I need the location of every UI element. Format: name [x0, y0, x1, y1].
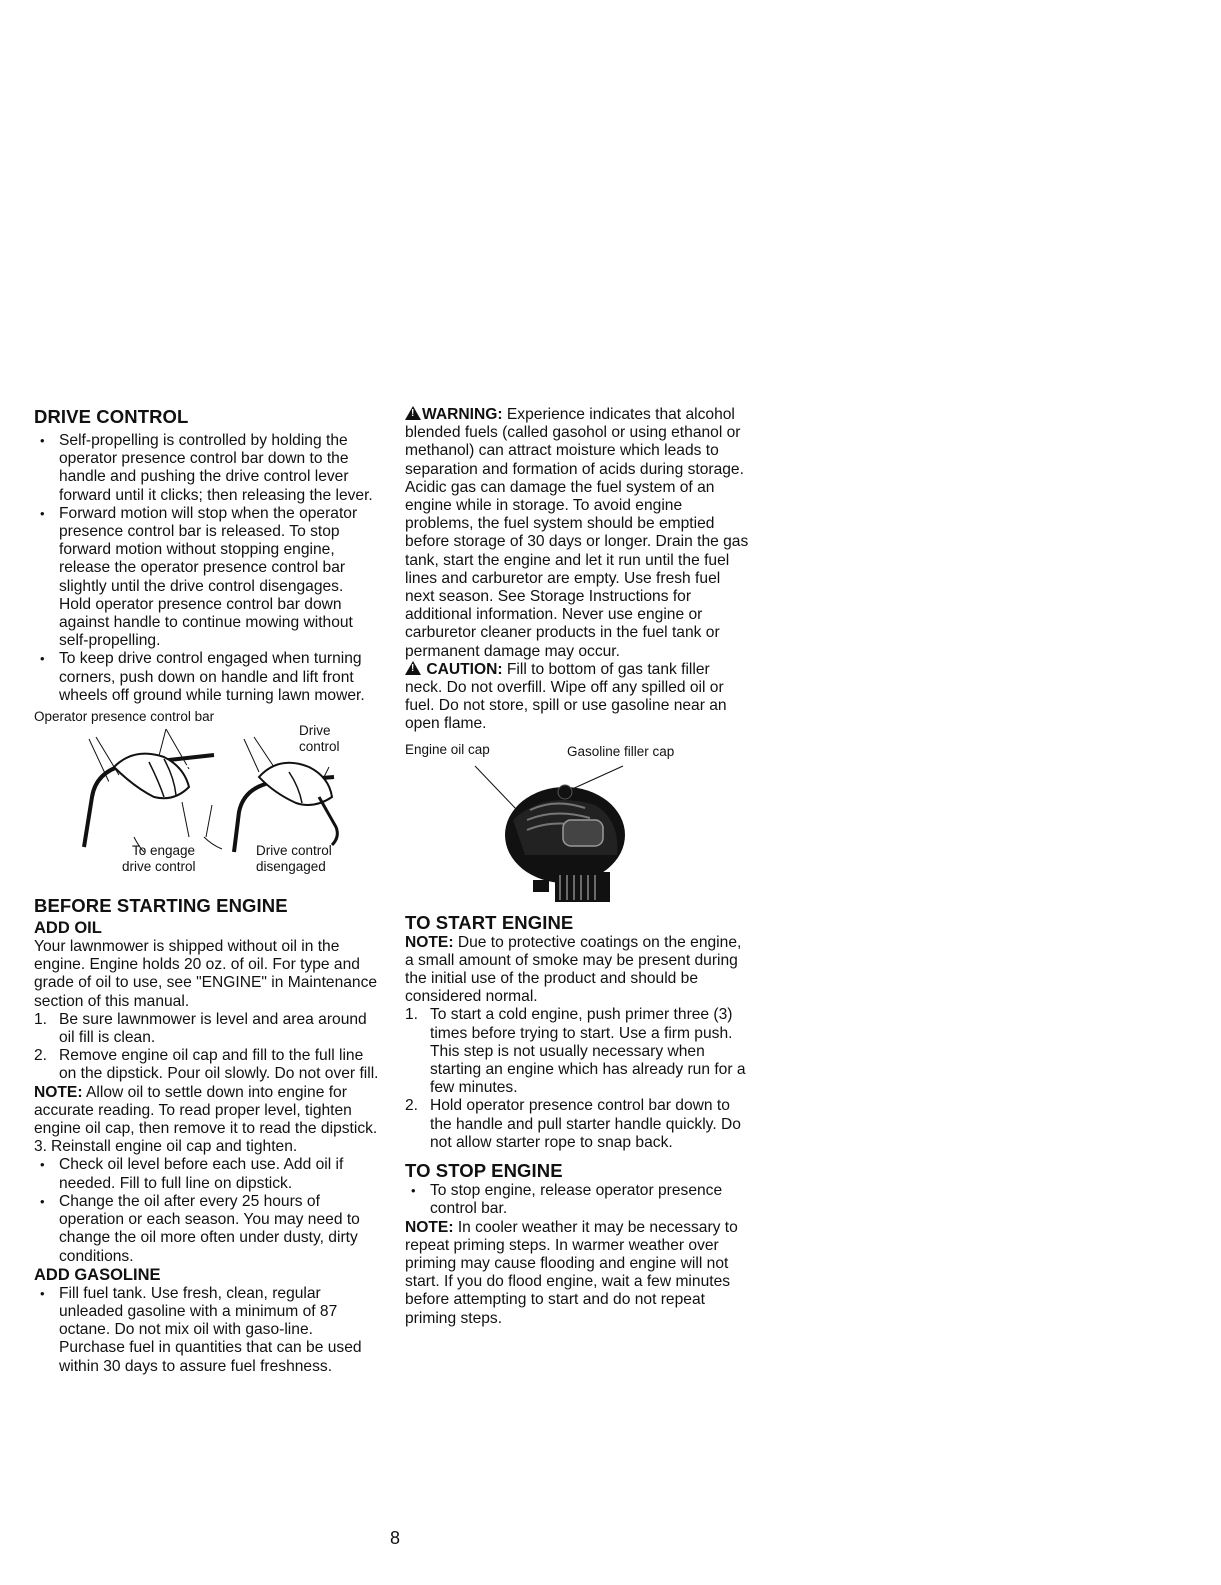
list-item	[34, 1047, 379, 1083]
list-item: • Forward motion will stop when the operator presence control bar is released. To stop forward motion without stopping engine, release the operator presence control bar slightly until the drive control disengages. Hold operator presence control bar down against handle to continue mowing without self-propelling.	[34, 505, 379, 651]
caution-paragraph	[405, 661, 750, 734]
note-label: NOTE:	[405, 1218, 454, 1236]
note-text: Allow oil to settle down into engine for accurate reading. To read proper level, tighten engine oil cap, then remove it to read the dipstick.	[34, 1083, 378, 1138]
note-text: Due to protective coatings on the engine, a small amount of smoke may be present during the initial use of the product and should be considered normal.	[405, 933, 742, 1006]
warning-triangle-icon	[405, 406, 421, 420]
step-number: 2.	[34, 1047, 48, 1065]
drive-label-line1: Drive	[299, 723, 331, 739]
add-oil-intro: Your lawnmower is shipped without oil in the engine. Engine holds 20 oz. of oil. For type and grade of oil to use, see "ENGINE" in Maintenance section of this manual.	[34, 938, 378, 1010]
to-stop-heading: TO STOP ENGINE	[405, 1160, 563, 1182]
note-text: In cooler weather it may be necessary to repeat priming steps. In warmer weather over priming may cause flooding and engine will not start. If you do flood engine, wait a few minutes before attempting to start and do not repeat priming steps.	[405, 1218, 738, 1327]
drive-control-list	[34, 432, 379, 705]
step-text: Remove engine oil cap and fill to the full line on the dipstick. Pour oil slowly. Do not over fill.	[59, 1047, 379, 1083]
step-text: Hold operator presence control bar down to the handle and pull starter handle quickly. Do not allow starter rope to snap back.	[430, 1097, 741, 1151]
note-label: NOTE:	[405, 933, 454, 951]
step-number: 1.	[405, 1006, 419, 1024]
caution-triangle-icon	[405, 661, 421, 675]
drive-control-figure	[34, 709, 379, 881]
disengaged-label-line1: Drive control	[256, 843, 332, 859]
drive-label-line2: control	[299, 739, 340, 755]
step-number: 1.	[34, 1010, 48, 1028]
engine-oil-cap-label: Engine oil cap	[405, 741, 490, 757]
before-starting-heading: BEFORE STARTING ENGINE	[34, 895, 288, 917]
left-column	[34, 406, 379, 1376]
list-item: • To keep drive control engaged when turning corners, push down on handle and lift front wheels off ground while turning lawn mower.	[34, 650, 379, 705]
warning-paragraph	[405, 406, 750, 661]
list-item: • Self-propelling is controlled by holding the operator presence control bar down to the handle and pushing the drive control lever forward until it clicks; then releasing the lever.	[34, 432, 379, 505]
list-item	[34, 1138, 379, 1156]
gasoline-filler-cap-label: Gasoline filler cap	[567, 743, 675, 759]
engage-label-line2: drive control	[122, 859, 196, 875]
engine-illustration	[405, 760, 665, 910]
add-gasoline-heading: ADD GASOLINE	[34, 1265, 161, 1284]
caution-label: CAUTION:	[426, 660, 503, 678]
start-note	[405, 934, 750, 1007]
list-item	[34, 1011, 379, 1047]
right-column	[405, 406, 750, 1328]
note-label: NOTE:	[34, 1083, 83, 1101]
operator-bar-label: Operator presence control bar	[34, 709, 215, 725]
stop-bullets	[405, 1182, 750, 1218]
list-item	[405, 1006, 750, 1097]
stop-note	[405, 1219, 750, 1328]
list-item	[405, 1097, 750, 1152]
list-item: • Check oil level before each use. Add oil if needed. Fill to full line on dipstick.	[34, 1156, 379, 1192]
step-number: 2.	[405, 1097, 419, 1115]
oil-note	[34, 1084, 379, 1139]
add-oil-steps	[34, 1011, 379, 1084]
drive-control-heading: DRIVE CONTROL	[34, 406, 189, 427]
list-item: • Change the oil after every 25 hours of operation or each season. You may need to change the oil more often under dusty, dirty conditions.	[34, 1193, 379, 1266]
add-oil-step3	[34, 1138, 379, 1156]
add-oil-heading: ADD OIL	[34, 919, 102, 938]
disengaged-label-line2: disengaged	[256, 859, 326, 875]
mower-handle-illustration	[74, 727, 374, 857]
step-text: To start a cold engine, push primer three (3) times before trying to start. Use a firm push. This step is not usually necessary when starting an engine which has already run for a few minutes.	[430, 1006, 746, 1097]
list-item: • To stop engine, release operator presence control bar.	[405, 1182, 750, 1218]
engage-label-line1: To engage	[132, 843, 196, 859]
list-item: • Fill fuel tank. Use fresh, clean, regular unleaded gasoline with a minimum of 87 octane. Do not mix oil with gaso-line. Purchase fuel in quantities that can be used within 30 days to assure fuel freshness.	[34, 1285, 379, 1376]
engine-figure	[405, 742, 750, 910]
warning-label: WARNING:	[422, 406, 503, 423]
step-text: Be sure lawnmower is level and area around oil fill is clean.	[59, 1010, 367, 1047]
step-text: Reinstall engine oil cap and tighten.	[51, 1138, 298, 1156]
step-number: 3.	[34, 1138, 48, 1156]
oil-bullets	[34, 1156, 379, 1265]
caution-text: Fill to bottom of gas tank filler neck. Do not overfill. Wipe off any spilled oil or fuel. Do not store, spill or use gasoline near an open flame.	[405, 660, 727, 733]
page-number: 8	[390, 1528, 401, 1548]
to-start-heading: TO START ENGINE	[405, 911, 574, 933]
warning-text: Experience indicates that alcohol blended fuels (called gasohol or using ethanol or methanol) can attract moisture which leads to separation and formation of acids during storage. Acidic gas can damage the fuel system of an engine while in storage. To avoid engine problems, the fuel system should be emptied before storage of 30 days or longer. Drain the gas tank, start the engine and let it run until the fuel lines and carburetor are empty. Use fresh fuel next season. See Storage Instructions for additional information. Never use engine or carburetor cleaner products in the fuel tank or permanent damage may occur.	[405, 406, 749, 660]
start-steps	[405, 1006, 750, 1152]
gas-bullets	[34, 1285, 379, 1376]
